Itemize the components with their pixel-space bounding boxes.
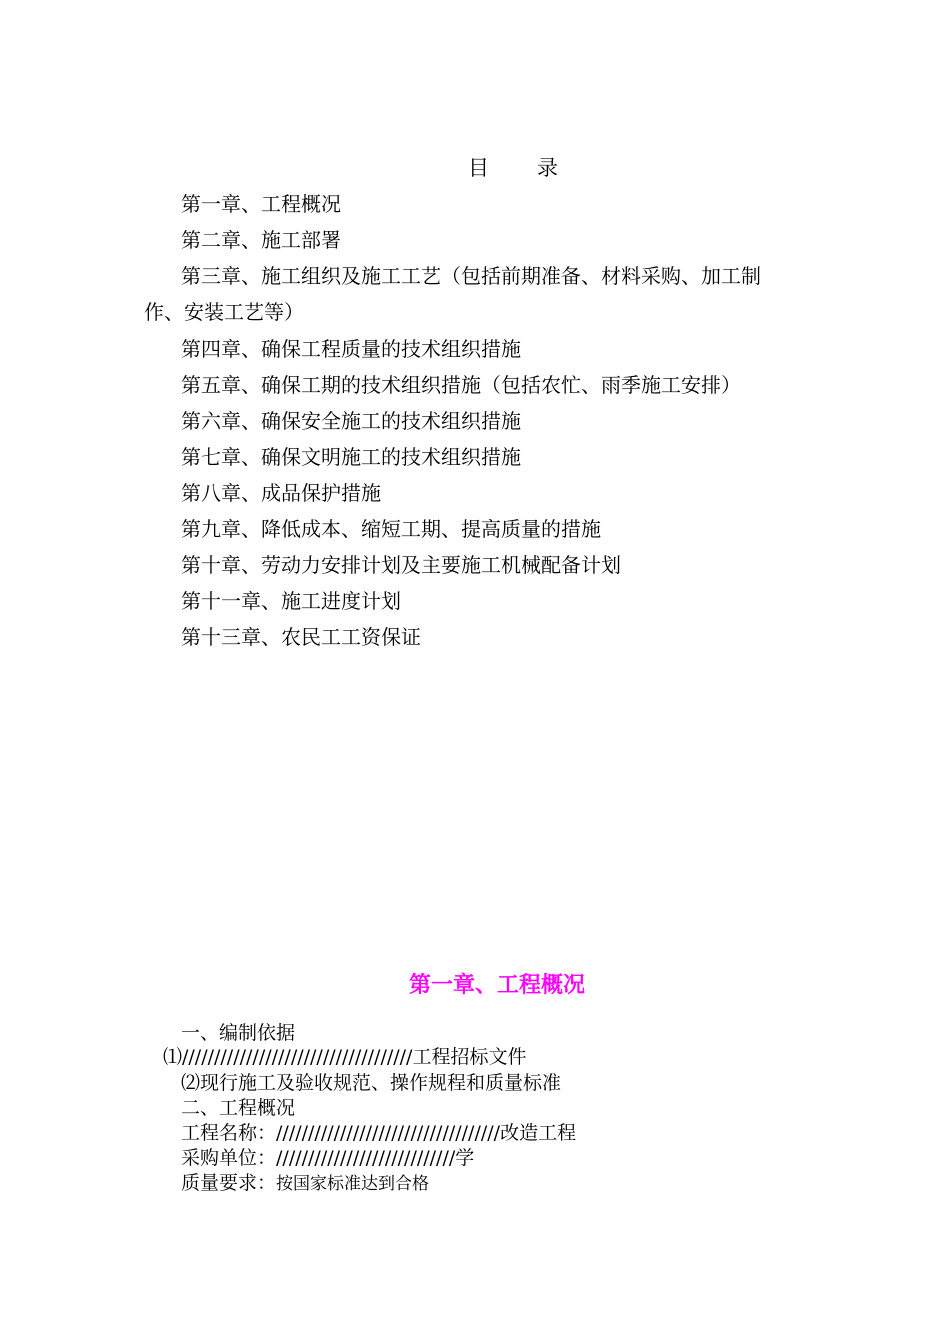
toc-title-right: 录 <box>537 156 558 180</box>
project-name-value: ///////////////////////////////////改造工程 <box>276 1122 577 1144</box>
toc-title-left: 目 <box>468 156 489 180</box>
basis-item-2: ⑵现行施工及验收规范、操作规程和质量标准 <box>181 1072 562 1094</box>
section-title-overview: 二、工程概况 <box>181 1097 296 1119</box>
purchaser-label: 采购单位： <box>181 1147 277 1169</box>
section-title-basis: 一、编制依据 <box>181 1022 296 1044</box>
toc-item-4: 第四章、确保工程质量的技术组织措施 <box>181 337 521 361</box>
quality-value: 按国家标准达到合格 <box>276 1174 430 1194</box>
toc-item-11: 第十一章、施工进度计划 <box>181 589 401 613</box>
basis-item-1: ⑴////////////////////////////////////工程招标文件 <box>163 1046 527 1068</box>
purchaser-row <box>181 1146 474 1170</box>
toc-item-5: 第五章、确保工期的技术组织措施（包括农忙、雨季施工安排） <box>181 373 741 397</box>
chapter-heading: 第一章、工程概况 <box>408 972 585 998</box>
quality-row <box>181 1171 429 1196</box>
toc-item-3: 第三章、施工组织及施工工艺（包括前期准备、材料采购、加工制 <box>181 264 761 288</box>
toc-item-9: 第九章、降低成本、缩短工期、提高质量的措施 <box>181 517 601 541</box>
toc-item-10: 第十章、劳动力安排计划及主要施工机械配备计划 <box>181 553 621 577</box>
toc-item-2: 第二章、施工部署 <box>181 228 341 252</box>
toc-item-13: 第十三章、农民工工资保证 <box>181 625 421 649</box>
purchaser-value: ////////////////////////////学 <box>276 1147 475 1169</box>
toc-item-6: 第六章、确保安全施工的技术组织措施 <box>181 409 521 433</box>
toc-title <box>468 152 558 182</box>
toc-item-8: 第八章、成品保护措施 <box>181 481 381 505</box>
quality-label: 质量要求： <box>181 1172 277 1194</box>
toc-item-3-continued: 作、安装工艺等） <box>144 300 304 324</box>
project-name-row <box>181 1121 576 1145</box>
project-name-label: 工程名称： <box>181 1122 277 1144</box>
toc-item-7: 第七章、确保文明施工的技术组织措施 <box>181 445 521 469</box>
toc-item-1: 第一章、工程概况 <box>181 192 341 216</box>
